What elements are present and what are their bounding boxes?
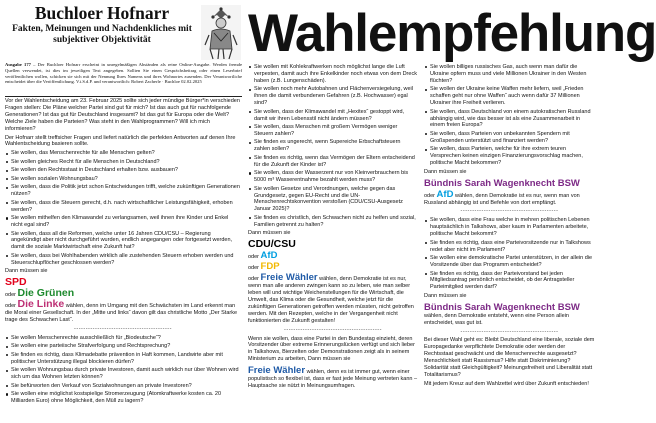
list-item: Sie wollen den Rechtsstaat in Deutschland erhalten bzw. ausbauen? [5, 167, 241, 174]
list-item: Sie wollen sozialen Wohnungsbau? [5, 176, 241, 183]
dann-text: Dann müssen sie [5, 268, 48, 275]
list-item: Sie finden es richtig, wenn das Vermögen der Eltern entscheidend für die Zukunft der Kinder ist? [248, 155, 418, 169]
question-list-5 [424, 217, 595, 291]
or-text: oder [248, 254, 260, 261]
afd-recommendation [424, 189, 595, 207]
section-separator: ------------------------------------------ [74, 326, 172, 332]
intro-paragraph: Vor der Wahlentscheidung am 23. Februar 2025 sollte sich jeder mündige Bürger*in verschieden Fragen stellen: Die Pläne welcher Partei sind gut für mich? Ist das auch gut für nachfolgende Generationen? Ist das gut für Deutschland insgesamt? Ist das gut für Europa oder die Welt? Welche Ziele haben die Parteien? Was steht in den Wahlprogrammen? Will ich mich informieren? [5, 98, 240, 132]
list-item: Sie wollen billiges russisches Gas, auch wenn man dafür die Ukraine opfern muss und viele Millionen Ukrainer in den Westen flüchten? [424, 64, 595, 85]
list-item: Sie finden es christlich, den Schwachen nicht zu helfen und sozial, Familien getrennt zu halten? [248, 215, 418, 229]
afd-reason: wählen, denn Demokratie ist es nur, wenn man von Russland abhängig ist und Befehle von dort empfängt. [424, 192, 580, 206]
list-item: Sie wollen, dass Parteien, welche für ihre extrem teuren Versprechen keinen einzigen Finanzierungsvorschlag machen, politische Macht bekommen? [424, 146, 595, 167]
list-item: Sie wollen, dass all die Reformen, welche unter 16 Jahren CDU/CSU – Regierung angekündigt aber nicht durchgeführt wurden, endlich angegangen oder fortgesetzt werden, damit die soziale Marktwirtschaft eine Zukunft hat? [5, 231, 241, 252]
question-list-2 [5, 335, 241, 405]
list-item: Sie wollen eine möglichst kostspielige Stromerzeugung (Atomkraftwerke kosten ca. 20 Milliarden Euro) ohne Möglichkeit, den Müll zu lagern? [5, 391, 241, 405]
or-text: oder [424, 192, 436, 199]
list-item: Sie wollen mithelfen den Klimawandel zu verlangsamen, weil ihnen ihre Kinder und Enkel nicht egal sind? [5, 215, 241, 229]
fw-reason: wählen, denn Demokratie ist es nur, wenn man alle anderen zwingen kann so zu leben, wie man selber leben will und wichtige Weichenstellungen für die Wirtschaft, die Umwelt, das Klima oder die Gesundheit, welche jetzt für die zukünftigen Generationen getroffen werden müssten, nicht getroffen werden. Mit den Rezepten, welche in der Vergangenheit nicht funktionierten die Zukunft gestalten! [248, 276, 414, 324]
party-gruene: Die Grünen [17, 287, 75, 300]
list-item: Sie wollen, dass der Klimawandel mit „Hexitex“ gestoppt wird, damit wir ihren Lebensstil nicht ändern müssen? [248, 109, 418, 123]
header-divider [5, 96, 242, 97]
list-item: Sie wollen, dass Parteien von unbekannten Spendern mit Großspenden unterstützt und finanziert werden? [424, 131, 595, 145]
dann-text: Dann müssen sie [424, 292, 467, 299]
section-separator: ------------------------------------------ [460, 328, 559, 335]
party-cdu-csu: CDU/CSU [248, 238, 296, 251]
list-item: Sie wollen, dass die Politik jetzt schon Entscheidungen trifft, welche zukünftigen Generationen nützen? [5, 184, 241, 198]
list-item: Sie finden es richtig, dass eine Parteivorsitzende nur in Talkshows redet aber nicht im Parlament? [424, 240, 595, 254]
column-3 [424, 64, 595, 420]
newspaper-subtitle-line-1: Fakten, Meinungen und Nachdenkliches mit [12, 24, 192, 34]
or-text: oder [248, 276, 260, 283]
issue-number: Ausgabe 177 [5, 62, 31, 67]
dann-text: Dann müssen sie [424, 168, 467, 175]
dann-text: Dann müssen sie [248, 230, 291, 237]
list-item: Sie wollen Gesetze und Verordnungen, welche gegen das Grundgesetz, gegen EU-Recht und die UN-Menschenrechtskonvention verstoßen (CDU/CSU-Ausgesetz Januar 2025)? [248, 186, 418, 214]
masthead [5, 3, 243, 60]
list-item: Sie wollen, dass Menschen mit großem Vermögen weniger Steuern zahlen? [248, 124, 418, 138]
list-item: Sie wollen, dass bei Wohlhabenden wirklich alle zustehenden Steuern erhoben werden und Steuerschlupflöcher geschlossen werden? [5, 253, 241, 267]
question-list-4 [424, 64, 595, 167]
list-item: Sie befürworten den Verkauf von Sozialwohnungen an private Investoren? [5, 383, 241, 390]
list-item: Sie wollen gleiches Recht für alle Menschen in Deutschland? [5, 159, 241, 166]
list-item: Sie wollen eine demokratische Partei unterstützen, in der allein die Vorsitzende über das Programm entscheidet? [424, 255, 595, 269]
page-headline: Wahlempfehlung [248, 4, 656, 63]
party-bsw: Bündnis Sarah Wagenknecht BSW [424, 177, 580, 189]
fw-recommendation [248, 272, 418, 324]
list-item: Sie wollen, dass Deutschland von einem autokratischen Russland abhängig wird, wie das besser ist als eine Zusammenarbeit in einem freien Europa? [424, 109, 595, 130]
party-linke: Die Linke [17, 298, 65, 311]
newspaper-title: Buchloer Hofnarr [34, 3, 170, 23]
party-freie-waehler: Freie Wähler [260, 272, 318, 284]
party-afd: AfD [260, 250, 278, 262]
list-item: Sie wollen mit Kohlekraftwerken noch möglichst lange die Luft verpesten, damit auch ihre Enkelkinder noch etwas von dem Dreck haben (z.B. Lungenschäden). [248, 64, 418, 85]
jester-figure-icon [201, 5, 241, 60]
list-item: Sie wollen noch mehr Autobahnen und Flächenversiegelung, weil ihnen die damit verbundenen Gefahren (z.B. Hochwasser) egal sind? [248, 86, 418, 107]
closing-paragraph: Bei dieser Wahl geht es: Bleibt Deutschland eine liberale, soziale dem Europagedanke verpflichtete Demokratie oder werden der Rechtsstaat geschwächt und die Menschenrechte ausgesetzt? Menschlichkeit statt Rassismus? Hilfe statt Diskriminierung? Solidarität statt Gleichgültigkeit? Meinungsfreiheit und Liberalität statt Totalitarismus? [424, 337, 595, 378]
list-item: Sie wollen, das Menschenrechte für alle Menschen gelten? [5, 150, 241, 157]
newspaper-subtitle [9, 24, 195, 46]
list-item: Sie wollen, dass die Steuern gerecht, d.h. nach wirtschaftlicher Leistungsfähigkeit, erhoben werden? [5, 200, 241, 214]
list-item: Sie wollen, dass eine Frau welche in mehren politischen Lebenen hauptsächlich in Talkshows, aber kaum in Parlamenten arbeitete, politische Macht bekommt? [424, 217, 595, 238]
list-item: Sie finden es ungerecht, wenn Supereiche Erbschaftsteuern zahlen sollen? [248, 139, 418, 153]
question-list-3 [248, 64, 418, 229]
list-item: Sie wollen Wohnungsbau durch private Investoren, damit auch wirklich nur über Wohnen wird sich um das Wohnen letzten können? [5, 367, 241, 381]
section-separator: ------------------------------------------ [460, 208, 559, 215]
issue-note [5, 62, 242, 96]
linke-recommendation [5, 299, 241, 324]
linke-reason: wählen, denn im Umgang mit den Schwächsten im Land erkennt man die Moral einer Gesellschaft. In der „Mitte und links“ davon gilt das christliche Motto „Der Starke trage des Schwachen Last“. [5, 303, 238, 324]
question-list-1 [5, 150, 241, 266]
fw-question-paragraph: Wenn sie wollen, dass eine Partei in den Bundestag einzieht, deren Vorsitzender über extreme Erinnerungslücken verfügt und sich lieber in Talkshows, Bierzelten oder Demonstrationen zeigt als in seinem Ministerium zu arbeiten, Dann müssen sie [248, 335, 415, 363]
fw2-reason: wählen, denn es ist immer gut, wenn einer populistisch so flexibel ist, dass er fast jede Meinung vertreten kann – Hauptsache sie nützt in Meinungsumfragen. [248, 369, 418, 390]
column-1 [5, 98, 241, 420]
list-item: Sie finden es richtig, dass Klimadebatte prävention in Haft kommen, Landwirte aber mit politischer Unterstützung illegal blockieren dürfen? [5, 352, 241, 366]
section-separator: ------------------------------------------ [284, 326, 382, 333]
column-2 [248, 64, 418, 420]
party-fdp: FDP [260, 261, 280, 273]
party-afd-2: AfD [436, 188, 454, 200]
or-line [248, 261, 418, 272]
final-statement: Mit jedem Kreuz auf dem Wahlzettel wird über Zukunft entschieden! [424, 380, 589, 387]
fw2-recommendation [248, 365, 418, 390]
or-text: oder [5, 292, 17, 299]
list-item: Sie wollen eine parteiische Strafverfolgung und Rechtsprechung? [5, 343, 241, 350]
list-item: Sie wollen Menschenrechte ausschließlich für „Biodeutsche“? [5, 335, 241, 342]
party-bsw-2: Bündnis Sarah Wagenknecht BSW [424, 301, 580, 313]
party-freie-waehler-2: Freie Wähler [248, 365, 306, 377]
issue-note-text: – Der Buchloer Hofnarr erscheint in unregelmäßigen Abständen als reine Online-Ausgabe. Werden fremde Quellen verwendet, ist dies im jeweiligen Text angegeben. Sollten Sie einen Gesprächsbeitrag oder einen Leserbrief veröffentlichen wollen, schicken sie sich mit der Nennung Ihres Namens und ihres Wohnortes zusenden. Der Verantwortliche entscheidet über die Veröffentlichung. V.i.S.d.P. und verantwortlich: Robert Zacherle · Buchloe 02.02.2025 [5, 62, 242, 85]
party-spd: SPD [5, 276, 27, 289]
bsw-reason: wählen, denn Demokratie entsteht, wenn eine Person allein entscheidet, was gut ist. [424, 312, 569, 326]
or-text: oder [5, 303, 17, 310]
hofnarr-paragraph: Der Hofnarr stellt treffsicher Fragen und liefert natürlich die perfekten Antworten auf denen Ihre Wahlentscheidung basieren sollte. [5, 134, 236, 148]
or-text: oder [248, 265, 260, 272]
newspaper-subtitle-line-2: subjektiver Objektivität [53, 35, 151, 45]
list-item: Sie wollen der Ukraine keine Waffen mehr liefern, weil „Frieden schaffen geht nur ohne Waffen“ auch wenn dafür 37 Millionen Ukrainer ihre Freiheit verlieren. [424, 86, 595, 107]
or-line [248, 250, 418, 261]
list-item: Sie finden es richtig, dass der Parteivorstand bei jeden Mitgliedsantrag persönlich entscheidet, ob der Antragsteller Parteimitglied werden darf? [424, 271, 595, 292]
list-item: Sie wollen, dass der Wasserzent nur von Kleinverbrauchern bis 5000 m³ Wasserentnahme bezahlt werden muss? [248, 170, 418, 184]
